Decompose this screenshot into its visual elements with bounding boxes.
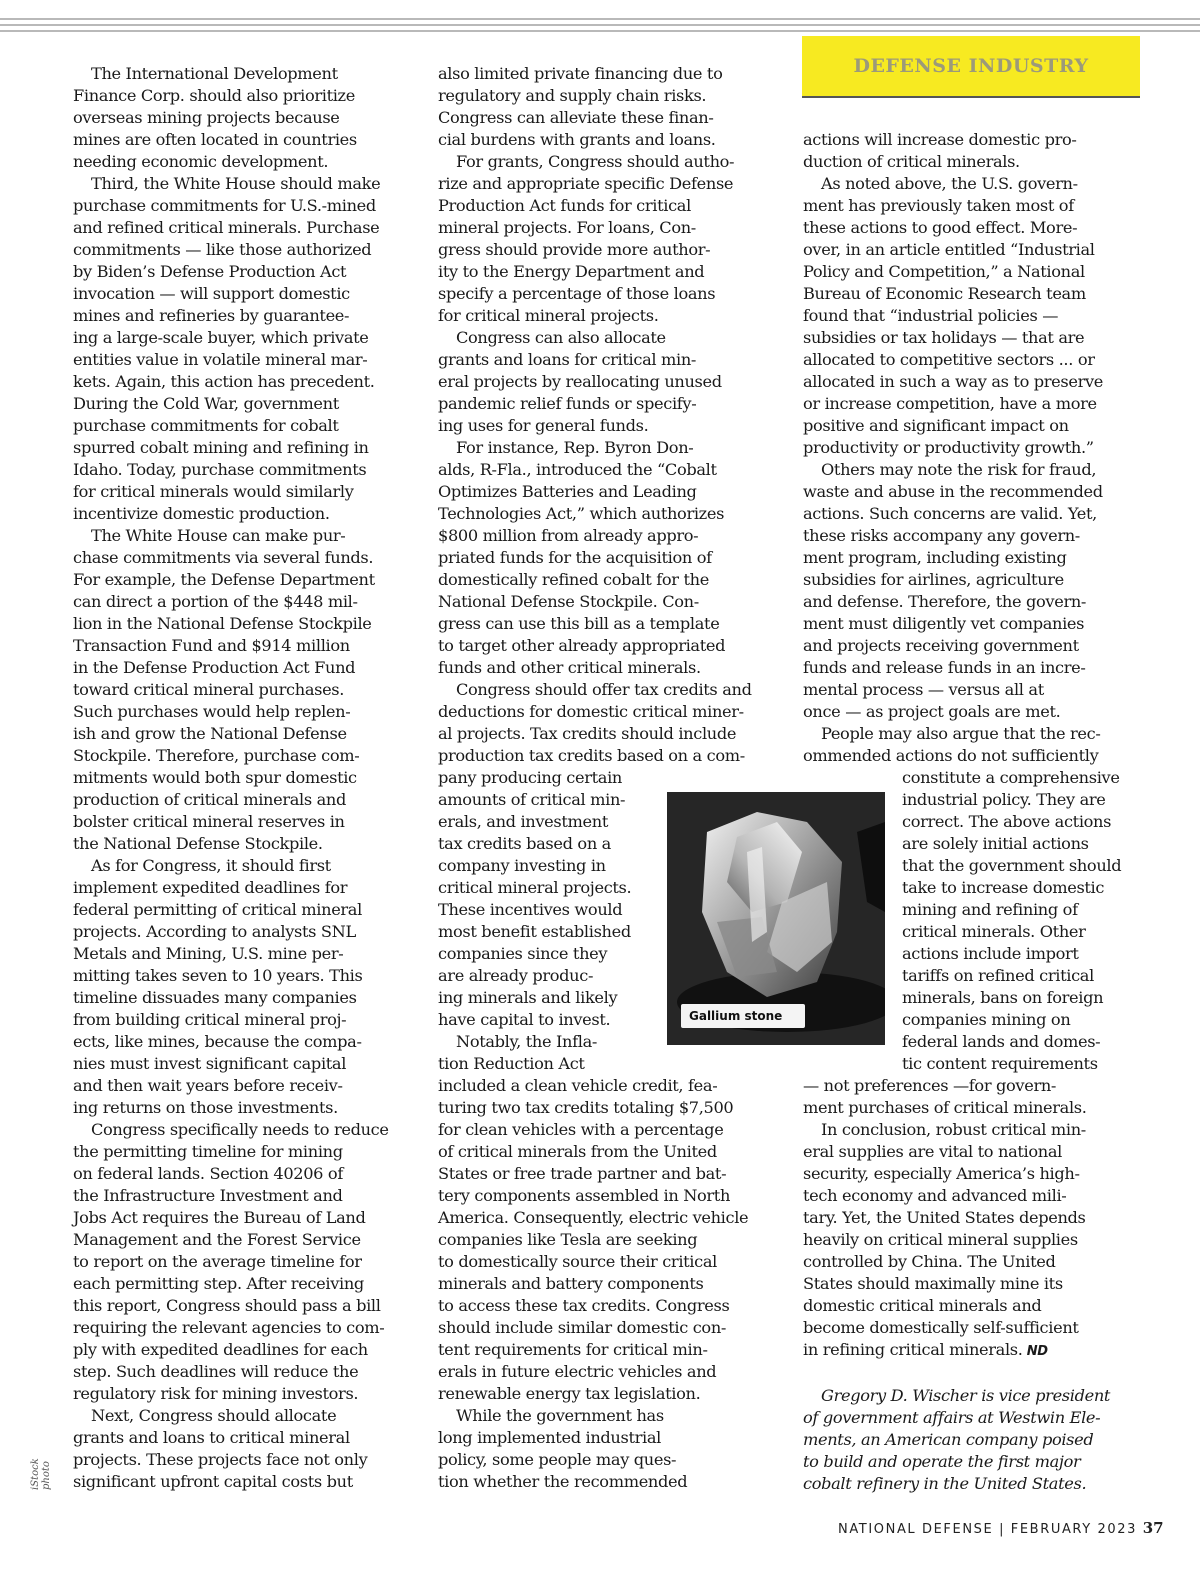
text-line: tery components assembled in North xyxy=(438,1186,731,1205)
text-line: Stockpile. Therefore, purchase com- xyxy=(73,746,360,765)
text-line: Congress should offer tax credits and xyxy=(456,680,752,699)
text-line: ply with expedited deadlines for each xyxy=(73,1340,368,1359)
text-line: These incentives would xyxy=(438,900,623,919)
text-line: can direct a portion of the $448 mil- xyxy=(73,592,358,611)
text-line: security, especially America’s high- xyxy=(803,1164,1080,1183)
text-line: mines are often located in countries xyxy=(73,130,357,149)
text-line: chase commitments via several funds. xyxy=(73,548,374,567)
paragraph xyxy=(438,327,780,437)
text-line: Production Act funds for critical xyxy=(438,196,691,215)
text-line: ing minerals and likely xyxy=(438,988,618,1007)
text-line: become domestically self-sufficient xyxy=(803,1318,1079,1337)
text-line: The White House can make pur- xyxy=(91,526,346,545)
paragraph xyxy=(73,855,413,1119)
text-line: $800 million from already appro- xyxy=(438,526,699,545)
text-line: step. Such deadlines will reduce the xyxy=(73,1362,359,1381)
text-line: Metals and Mining, U.S. mine per- xyxy=(73,944,344,963)
text-line: the Infrastructure Investment and xyxy=(73,1186,343,1205)
text-line: ment must diligently vet companies xyxy=(803,614,1085,633)
text-line: tary. Yet, the United States depends xyxy=(803,1208,1086,1227)
text-line: productivity or productivity growth.” xyxy=(803,438,1094,457)
text-line: purchase commitments for cobalt xyxy=(73,416,339,435)
text-line: erals in future electric vehicles and xyxy=(438,1362,717,1381)
photo-credit: iStock photo xyxy=(30,1458,52,1490)
paragraph xyxy=(73,1119,413,1405)
text-line: mines and refineries by guarantee- xyxy=(73,306,350,325)
text-line: minerals, bans on foreign xyxy=(902,988,1104,1007)
text-line: for clean vehicles with a percentage xyxy=(438,1120,724,1139)
text-line: incentivize domestic production. xyxy=(73,504,330,523)
text-line: erals, and investment xyxy=(438,812,608,831)
text-line: to domestically source their critical xyxy=(438,1252,717,1271)
text-line: grants and loans to critical mineral xyxy=(73,1428,350,1447)
text-line: ment has previously taken most of xyxy=(803,196,1074,215)
text-line: company investing in xyxy=(438,856,606,875)
paragraph xyxy=(73,173,413,525)
text-line: States or free trade partner and bat- xyxy=(438,1164,727,1183)
text-line: In conclusion, robust critical min- xyxy=(821,1120,1086,1139)
text-line: and refined critical minerals. Purchase xyxy=(73,218,380,237)
text-line: ish and grow the National Defense xyxy=(73,724,347,743)
text-line: actions. Such concerns are valid. Yet, xyxy=(803,504,1097,523)
text-line: turing two tax credits totaling $7,500 xyxy=(438,1098,734,1117)
text-line: implement expedited deadlines for xyxy=(73,878,348,897)
text-line: ing a large-scale buyer, which private xyxy=(73,328,369,347)
text-line: in refining critical minerals. ND xyxy=(803,1340,1048,1359)
footer-issue: FEBRUARY 2023 xyxy=(1010,1522,1137,1537)
text-line: spurred cobalt mining and refining in xyxy=(73,438,369,457)
text-line: or increase competition, have a more xyxy=(803,394,1097,413)
text-line: Others may note the risk for fraud, xyxy=(821,460,1097,479)
text-line: also limited private financing due to xyxy=(438,64,723,83)
end-mark: ND xyxy=(1022,1344,1048,1359)
paragraph xyxy=(803,1075,1143,1119)
text-line: each permitting step. After receiving xyxy=(73,1274,364,1293)
text-line: critical minerals. Other xyxy=(902,922,1086,941)
text-line: As for Congress, it should first xyxy=(91,856,331,875)
paragraph xyxy=(438,63,780,151)
text-line: mitting takes seven to 10 years. This xyxy=(73,966,363,985)
text-line: projects. These projects face not only xyxy=(73,1450,368,1469)
text-line: domestic critical minerals and xyxy=(803,1296,1042,1315)
text-line: should include similar domestic con- xyxy=(438,1318,727,1337)
text-line: overseas mining projects because xyxy=(73,108,340,127)
text-line: The International Development xyxy=(91,64,338,83)
text-line: federal permitting of critical mineral xyxy=(73,900,362,919)
text-line: Third, the White House should make xyxy=(91,174,381,193)
text-line: Bureau of Economic Research team xyxy=(803,284,1086,303)
text-line: production tax credits based on a com- xyxy=(438,746,745,765)
text-line: entities value in volatile mineral mar- xyxy=(73,350,368,369)
text-line: Notably, the Infla- xyxy=(456,1032,598,1051)
text-line: controlled by China. The United xyxy=(803,1252,1056,1271)
text-line: and projects receiving government xyxy=(803,636,1079,655)
text-line: actions will increase domestic pro- xyxy=(803,130,1077,149)
text-line: ing uses for general funds. xyxy=(438,416,649,435)
bio-line: cobalt refinery in the United States. xyxy=(803,1474,1087,1493)
text-line: While the government has xyxy=(456,1406,664,1425)
text-line: the permitting timeline for mining xyxy=(73,1142,343,1161)
paragraph xyxy=(438,437,780,679)
text-line: companies like Tesla are seeking xyxy=(438,1230,698,1249)
text-line: gress should provide more author- xyxy=(438,240,711,259)
text-line: take to increase domestic xyxy=(902,878,1105,897)
text-line: Optimizes Batteries and Leading xyxy=(438,482,697,501)
text-line: policy, some people may ques- xyxy=(438,1450,677,1469)
text-line: For instance, Rep. Byron Don- xyxy=(456,438,694,457)
page-footer xyxy=(838,1519,1164,1537)
footer-separator: | xyxy=(999,1522,1006,1537)
paragraph xyxy=(803,1119,1143,1363)
text-line: of critical minerals from the United xyxy=(438,1142,717,1161)
text-line: America. Consequently, electric vehicle xyxy=(438,1208,749,1227)
text-line: Transaction Fund and $914 million xyxy=(73,636,350,655)
text-line: correct. The above actions xyxy=(902,812,1112,831)
text-line: long implemented industrial xyxy=(438,1428,661,1447)
text-line: al projects. Tax credits should include xyxy=(438,724,737,743)
text-line: For grants, Congress should autho- xyxy=(456,152,735,171)
text-line: tent requirements for critical min- xyxy=(438,1340,708,1359)
text-line: significant upfront capital costs but xyxy=(73,1472,353,1491)
text-line: Congress can also allocate xyxy=(456,328,666,347)
text-line: States should maximally mine its xyxy=(803,1274,1063,1293)
text-line: most benefit established xyxy=(438,922,631,941)
text-line: industrial policy. They are xyxy=(902,790,1106,809)
text-line: rize and appropriate specific Defense xyxy=(438,174,734,193)
text-line: for critical minerals would similarly xyxy=(73,482,354,501)
text-line: nies must invest significant capital xyxy=(73,1054,347,1073)
paragraph xyxy=(803,173,1143,459)
text-line: production of critical minerals and xyxy=(73,790,347,809)
text-line: heavily on critical mineral supplies xyxy=(803,1230,1078,1249)
text-line: tion Reduction Act xyxy=(438,1054,585,1073)
text-line: specify a percentage of those loans xyxy=(438,284,716,303)
text-line: subsidies or tax holidays — that are xyxy=(803,328,1085,347)
text-line: As noted above, the U.S. govern- xyxy=(821,174,1078,193)
text-line: invocation — will support domestic xyxy=(73,284,350,303)
text-line: — not preferences —for govern- xyxy=(803,1076,1057,1095)
text-line: eral supplies are vital to national xyxy=(803,1142,1062,1161)
text-line: tion whether the recommended xyxy=(438,1472,688,1491)
text-line: the National Defense Stockpile. xyxy=(73,834,323,853)
text-line: that the government should xyxy=(902,856,1122,875)
text-line: regulatory risk for mining investors. xyxy=(73,1384,359,1403)
text-line: alds, R-Fla., introduced the “Cobalt xyxy=(438,460,717,479)
section-tag-label: DEFENSE INDUSTRY xyxy=(853,55,1089,77)
paragraph xyxy=(73,525,413,855)
text-line: amounts of critical min- xyxy=(438,790,626,809)
text-line: for critical mineral projects. xyxy=(438,306,659,325)
text-line: Congress can alleviate these finan- xyxy=(438,108,714,127)
text-line: Idaho. Today, purchase commitments xyxy=(73,460,367,479)
text-line: regulatory and supply chain risks. xyxy=(438,86,707,105)
text-line: these actions to good effect. More- xyxy=(803,218,1078,237)
text-line: from building critical mineral proj- xyxy=(73,1010,347,1029)
text-line: timeline dissuades many companies xyxy=(73,988,357,1007)
text-line: found that “industrial policies — xyxy=(803,306,1059,325)
photo-caption: Gallium stone xyxy=(681,1004,805,1028)
text-line: Finance Corp. should also prioritize xyxy=(73,86,355,105)
text-line: companies since they xyxy=(438,944,608,963)
text-line: ment program, including existing xyxy=(803,548,1067,567)
text-line: actions include import xyxy=(902,944,1079,963)
text-line: mitments would both spur domestic xyxy=(73,768,357,787)
text-line: by Biden’s Defense Production Act xyxy=(73,262,347,281)
text-line: ing returns on those investments. xyxy=(73,1098,338,1117)
article-column-1 xyxy=(73,63,413,1493)
text-line: to report on the average timeline for xyxy=(73,1252,362,1271)
author-bio xyxy=(803,1385,1143,1495)
text-line: toward critical mineral purchases. xyxy=(73,680,345,699)
text-line: on federal lands. Section 40206 of xyxy=(73,1164,343,1183)
text-line: over, in an article entitled “Industrial xyxy=(803,240,1095,259)
text-line: to access these tax credits. Congress xyxy=(438,1296,730,1315)
bio-line: to build and operate the first major xyxy=(803,1452,1081,1471)
paragraph xyxy=(803,129,1143,173)
text-line: have capital to invest. xyxy=(438,1010,611,1029)
text-line: grants and loans for critical min- xyxy=(438,350,697,369)
text-line: in the Defense Production Act Fund xyxy=(73,658,356,677)
text-line: this report, Congress should pass a bill xyxy=(73,1296,381,1315)
text-line: minerals and battery components xyxy=(438,1274,704,1293)
text-line: are already produc- xyxy=(438,966,594,985)
text-line: tax credits based on a xyxy=(438,834,611,853)
text-line: funds and other critical minerals. xyxy=(438,658,701,677)
text-line: subsidies for airlines, agriculture xyxy=(803,570,1064,589)
text-line: pandemic relief funds or specify- xyxy=(438,394,697,413)
text-line: bolster critical mineral reserves in xyxy=(73,812,345,831)
text-line: constitute a comprehensive xyxy=(902,768,1120,787)
text-line: lion in the National Defense Stockpile xyxy=(73,614,372,633)
text-line: included a clean vehicle credit, fea- xyxy=(438,1076,718,1095)
text-line: Next, Congress should allocate xyxy=(91,1406,337,1425)
paragraph xyxy=(438,1031,780,1405)
page-number: 37 xyxy=(1142,1519,1164,1537)
text-line: positive and significant impact on xyxy=(803,416,1069,435)
text-line: waste and abuse in the recommended xyxy=(803,482,1103,501)
paragraph xyxy=(438,151,780,327)
text-line: and defense. Therefore, the govern- xyxy=(803,592,1087,611)
text-line: renewable energy tax legislation. xyxy=(438,1384,701,1403)
text-line: pany producing certain xyxy=(438,768,622,787)
text-line: critical mineral projects. xyxy=(438,878,632,897)
footer-publication: NATIONAL DEFENSE xyxy=(838,1522,994,1537)
text-line: once — as project goals are met. xyxy=(803,702,1061,721)
text-line: Such purchases would help replen- xyxy=(73,702,351,721)
text-line: Jobs Act requires the Bureau of Land xyxy=(73,1208,366,1227)
text-line: domestically refined cobalt for the xyxy=(438,570,709,589)
article-column-2 xyxy=(438,63,780,1493)
text-line: gress can use this bill as a template xyxy=(438,614,720,633)
text-line: Policy and Competition,” a National xyxy=(803,262,1085,281)
bio-line: of government affairs at Westwin Ele- xyxy=(803,1408,1101,1427)
text-line: For example, the Defense Department xyxy=(73,570,375,589)
bio-line: ments, an American company poised xyxy=(803,1430,1094,1449)
text-line: mental process — versus all at xyxy=(803,680,1044,699)
text-line: During the Cold War, government xyxy=(73,394,339,413)
bio-line: Gregory D. Wischer is vice president xyxy=(821,1386,1111,1405)
text-line: projects. According to analysts SNL xyxy=(73,922,356,941)
text-line: tic content requirements xyxy=(902,1054,1098,1073)
paragraph xyxy=(803,459,1143,723)
paragraph xyxy=(803,723,1143,767)
text-line: companies mining on xyxy=(902,1010,1071,1029)
text-line: tariffs on refined critical xyxy=(902,966,1094,985)
text-line: ommended actions do not sufficiently xyxy=(803,746,1099,765)
text-line: funds and release funds in an incre- xyxy=(803,658,1086,677)
text-line: requiring the relevant agencies to com- xyxy=(73,1318,385,1337)
text-line: federal lands and domes- xyxy=(902,1032,1101,1051)
text-line: allocated in such a way as to preserve xyxy=(803,372,1104,391)
text-line: are solely initial actions xyxy=(902,834,1089,853)
text-line: ects, like mines, because the compa- xyxy=(73,1032,362,1051)
gallium-stone-photo xyxy=(667,792,885,1045)
paragraph xyxy=(438,1405,780,1493)
top-rules xyxy=(0,18,1200,36)
text-line: purchase commitments for U.S.-mined xyxy=(73,196,376,215)
text-line: to target other already appropriated xyxy=(438,636,726,655)
text-line: Congress specifically needs to reduce xyxy=(91,1120,389,1139)
text-line: and then wait years before receiv- xyxy=(73,1076,343,1095)
text-line: tech economy and advanced mili- xyxy=(803,1186,1067,1205)
paragraph xyxy=(73,1405,413,1493)
text-line: People may also argue that the rec- xyxy=(821,724,1101,743)
text-line: commitments — like those authorized xyxy=(73,240,372,259)
text-line: National Defense Stockpile. Con- xyxy=(438,592,699,611)
text-line: deductions for domestic critical miner- xyxy=(438,702,744,721)
text-line: Technologies Act,” which authorizes xyxy=(438,504,725,523)
text-line: kets. Again, this action has precedent. xyxy=(73,372,375,391)
text-line: cial burdens with grants and loans. xyxy=(438,130,716,149)
text-line: allocated to competitive sectors ... or xyxy=(803,350,1095,369)
text-line: ity to the Energy Department and xyxy=(438,262,705,281)
text-line: priated funds for the acquisition of xyxy=(438,548,712,567)
text-line: these risks accompany any govern- xyxy=(803,526,1080,545)
text-line: needing economic development. xyxy=(73,152,329,171)
section-tag xyxy=(802,36,1140,98)
text-line: mining and refining of xyxy=(902,900,1078,919)
paragraph xyxy=(73,63,413,173)
text-line: eral projects by reallocating unused xyxy=(438,372,722,391)
text-line: ment purchases of critical minerals. xyxy=(803,1098,1087,1117)
text-line: duction of critical minerals. xyxy=(803,152,1020,171)
text-line: Management and the Forest Service xyxy=(73,1230,361,1249)
text-line: mineral projects. For loans, Con- xyxy=(438,218,696,237)
